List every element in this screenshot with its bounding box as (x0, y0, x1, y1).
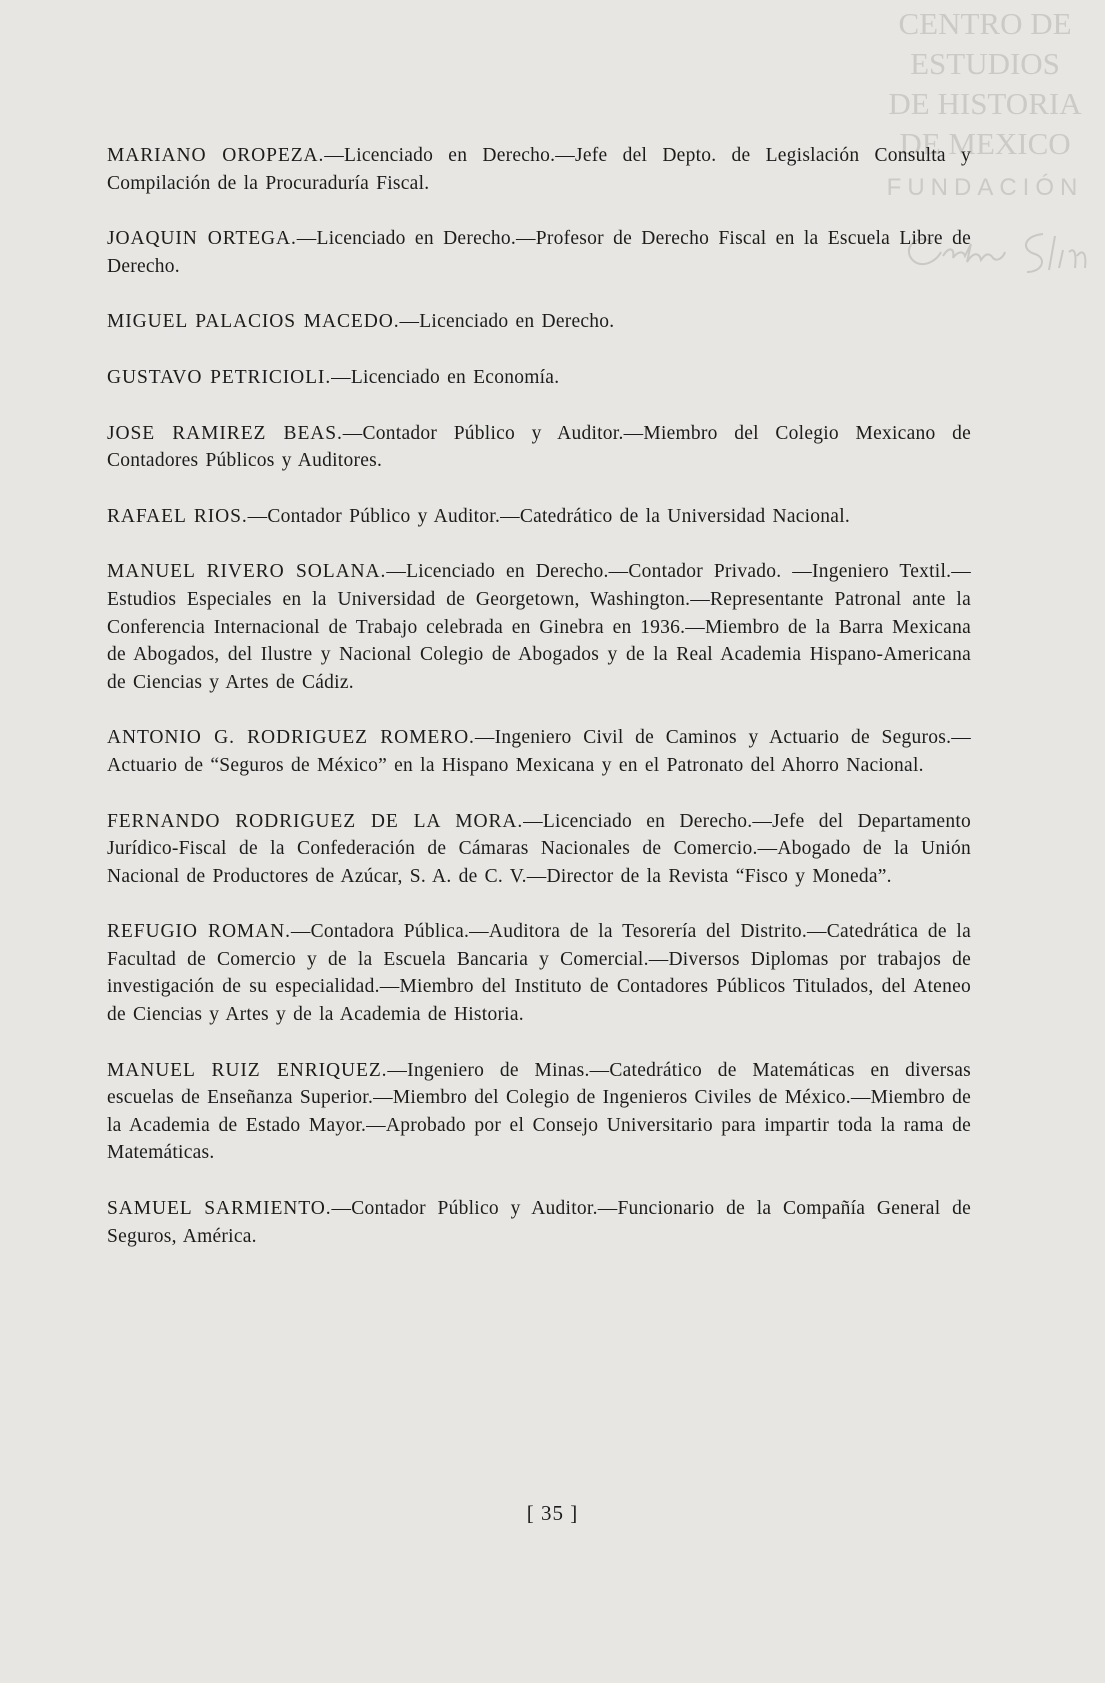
entry-fernando-rodriguez-de-la-mora (107, 808, 971, 891)
page-number: [ 35 ] (526, 1501, 579, 1525)
entry-miguel-palacios-macedo (107, 308, 971, 336)
entry-name: FERNANDO RODRIGUEZ DE LA MORA. (107, 810, 524, 832)
watermark-line-2: ESTUDIOS (910, 46, 1060, 81)
entry-text: —Contador Público y Auditor.—Funcionario de la Compañía General de Seguros, América. (107, 1198, 971, 1247)
entry-text: —Ingeniero Civil de Caminos y Actuario de Seguros.—Actuario de “Seguros de México” en la Hispano Mexicana y en el Patronato del Ahorro Nacional. (107, 727, 971, 776)
entry-text: —Licenciado en Economía. (331, 366, 560, 388)
entry-samuel-sarmiento (107, 1195, 971, 1250)
entry-name: MANUEL RUIZ ENRIQUEZ. (107, 1059, 388, 1081)
entry-text: —Licenciado en Derecho. (399, 311, 615, 333)
entry-text: —Ingeniero de Minas.—Catedrático de Matemáticas en diversas escuelas de Enseñanza Superior.—Miembro del Colegio de Ingenieros Civiles de México.—Miembro de la Academia de Estado Mayor.—Aprobado por el Consejo Universitario para impartir toda la rama de Matemáticas. (107, 1059, 972, 1164)
entry-text: —Contadora Pública.—Auditora de la Tesorería del Distrito.—Catedrática de la Facultad de Comercio y de la Escuela Bancaria y Comercial.—Diversos Diplomas por trabajos de investigación de su especialidad.—Miembro del Instituto de Contadores Públicos Titulados, del Ateneo de Ciencias y Artes y de la Academia de Historia. (107, 921, 971, 1026)
entry-joaquin-ortega (107, 225, 971, 280)
entry-text: —Licenciado en Derecho.—Contador Privado. —Ingeniero Textil.—Estudios Especiales en la Universidad de Georgetown, Washington.—Representante Patronal ante la Conferencia Internacional de Trabajo celebrada en Ginebra en 1936.—Miembro de la Barra Mexicana de Abogados, del Ilustre y Nacional Colegio de Abogados y de la Real Academia Hispano-Americana de Ciencias y Artes de Cádiz. (107, 561, 971, 693)
entry-name: RAFAEL RIOS. (107, 505, 248, 527)
entry-text: —Contador Público y Auditor.—Miembro del Colegio Mexicano de Contadores Públicos y Auditores. (107, 422, 971, 472)
biography-list (107, 142, 971, 1250)
watermark-line-3: DE HISTORIA (888, 86, 1082, 121)
watermark-line-1: CENTRO DE (898, 6, 1072, 41)
entry-name: ANTONIO G. RODRIGUEZ ROMERO. (107, 727, 475, 749)
entry-name: REFUGIO ROMAN. (107, 921, 291, 943)
entry-gustavo-petricioli (107, 364, 971, 392)
watermark-foundation: FUNDACIÓN (886, 174, 1084, 201)
entry-text: —Contador Público y Auditor.—Catedrático de la Universidad Nacional. (247, 505, 850, 527)
entry-text: —Licenciado en Derecho.—Profesor de Derecho Fiscal en la Escuela Libre de Derecho. (107, 228, 971, 277)
entry-name: SAMUEL SARMIENTO. (107, 1198, 332, 1220)
entry-text: —Licenciado en Derecho.—Jefe del Depto. de Legislación Consulta y Compilación de la Procuraduría Fiscal. (107, 145, 971, 194)
entry-antonio-rodriguez-romero (107, 724, 971, 779)
entry-name: JOAQUIN ORTEGA. (107, 228, 297, 250)
entry-name: MARIANO OROPEZA. (107, 145, 325, 166)
watermark-line-4: DE MEXICO (899, 126, 1071, 161)
entry-name: JOSE RAMIREZ BEAS. (107, 422, 343, 444)
entry-mariano-oropeza (107, 142, 971, 197)
entry-rafael-rios (107, 503, 971, 531)
entry-jose-ramirez-beas (107, 420, 971, 475)
entry-manuel-rivero-solana (107, 558, 971, 696)
entry-refugio-roman (107, 918, 971, 1028)
entry-name: GUSTAVO PETRICIOLI. (107, 366, 332, 388)
entry-name: MANUEL RIVERO SOLANA. (107, 561, 387, 583)
entry-manuel-ruiz-enriquez (107, 1057, 971, 1167)
entry-name: MIGUEL PALACIOS MACEDO. (107, 311, 400, 333)
entry-text: —Licenciado en Derecho.—Jefe del Departamento Jurídico-Fiscal de la Confederación de Cámaras Nacionales de Comercio.—Abogado de la Unión Nacional de Productores de Azúcar, S. A. de C. V.—Director de la Revista “Fisco y Moneda”. (107, 810, 971, 887)
